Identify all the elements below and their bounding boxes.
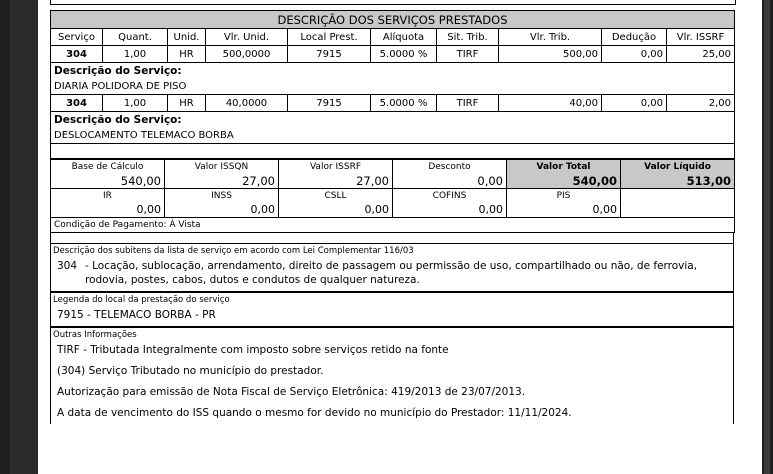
- cell-issrf: 2,00: [667, 95, 735, 112]
- cell-vlr-trib: 500,00: [499, 46, 602, 63]
- label-base-calculo: Base de Cálculo: [51, 160, 165, 174]
- cell-sit-trib: TIRF: [437, 46, 499, 63]
- info-line: Autorização para emissão de Nota Fiscal de Serviço Eletrônica: 419/2013 de 23/07/2013.: [57, 386, 526, 398]
- empty-cell: [621, 202, 735, 218]
- value-pis: 0,00: [507, 202, 621, 218]
- label-cofins: COFINS: [393, 189, 507, 203]
- value-valor-total: 540,00: [507, 173, 621, 189]
- taxes-labels-row: [51, 189, 735, 203]
- subitens-block: [50, 243, 734, 292]
- label-csll: CSLL: [279, 189, 393, 203]
- empty-cell: [621, 189, 735, 203]
- info-line: A data de vencimento do ISS quando o mesmo for devido no município do Prestador: 11/11/2024.: [57, 407, 572, 419]
- table-header-row: [51, 29, 735, 46]
- cell-servico: 304: [51, 95, 103, 112]
- service-description-label: Descrição do Serviço:: [51, 63, 735, 79]
- section-gap: [50, 233, 734, 243]
- value-valor-issrf: 27,00: [279, 173, 393, 189]
- cell-servico: 304: [51, 46, 103, 63]
- subitens-body: [51, 256, 733, 291]
- service-description: DIARIA POLIDORA DE PISO: [51, 78, 735, 95]
- legenda-title: Legenda do local da prestação do serviço: [53, 295, 230, 305]
- value-ir: 0,00: [51, 202, 165, 218]
- nfse-document: [50, 10, 734, 424]
- outras-informacoes-block: [50, 327, 734, 424]
- info-line: (304) Serviço Tributado no município do prestador.: [57, 365, 324, 377]
- cell-vlr-unid: 40,0000: [206, 95, 288, 112]
- header-sit-trib: Sit. Trib.: [437, 29, 499, 46]
- cell-sit-trib: TIRF: [437, 95, 499, 112]
- service-description-label: Descrição do Serviço:: [51, 112, 735, 128]
- totals-table: [50, 159, 735, 233]
- value-csll: 0,00: [279, 202, 393, 218]
- scrollbar-thumb[interactable]: [764, 0, 770, 474]
- payment-condition: Condição de Pagamento: À Vista: [51, 218, 735, 233]
- header-local-prest: Local Prest.: [288, 29, 371, 46]
- header-vlr-issrf: Vlr. ISSRF: [667, 29, 735, 46]
- header-vlr-unid: Vlr. Unid.: [206, 29, 288, 46]
- label-inss: INSS: [165, 189, 279, 203]
- subitens-title: Descrição dos subitens da lista de serviço em acordo com Lei Complementar 116/03: [53, 246, 414, 256]
- taxes-values-row: [51, 202, 735, 218]
- header-servico: Serviço: [51, 29, 103, 46]
- info-line: TIRF - Tributada Integralmente com imposto sobre serviços retido na fonte: [57, 344, 449, 356]
- section-title: DESCRIÇÃO DOS SERVIÇOS PRESTADOS: [51, 11, 735, 29]
- cell-unid: HR: [168, 95, 206, 112]
- totals-values-row: [51, 173, 735, 189]
- cell-vlr-trib: 40,00: [499, 95, 602, 112]
- cell-local: 7915: [288, 46, 371, 63]
- cell-unid: HR: [168, 46, 206, 63]
- table-row: [51, 46, 735, 63]
- header-aliquota: Alíquota: [371, 29, 437, 46]
- cell-issrf: 25,00: [667, 46, 735, 63]
- outras-title: Outras Informações: [53, 330, 137, 340]
- blank-row: [51, 144, 735, 159]
- label-valor-issrf: Valor ISSRF: [279, 160, 393, 174]
- value-base-calculo: 540,00: [51, 173, 165, 189]
- header-vlr-trib: Vlr. Trib.: [499, 29, 602, 46]
- label-valor-liquido: Valor Líquido: [621, 160, 735, 174]
- label-ir: IR: [51, 189, 165, 203]
- table-row: [51, 95, 735, 112]
- label-desconto: Desconto: [393, 160, 507, 174]
- document-page: [38, 0, 762, 474]
- value-inss: 0,00: [165, 202, 279, 218]
- left-viewer-border: [0, 0, 10, 474]
- cell-quant: 1,00: [103, 95, 168, 112]
- cell-aliquota: 5.0000 %: [371, 46, 437, 63]
- value-valor-issqn: 27,00: [165, 173, 279, 189]
- legenda-block: [50, 292, 734, 327]
- subitem-code: 304: [57, 260, 78, 272]
- header-unid: Unid.: [168, 29, 206, 46]
- cell-deducao: 0,00: [602, 46, 667, 63]
- label-valor-issqn: Valor ISSQN: [165, 160, 279, 174]
- header-quant: Quant.: [103, 29, 168, 46]
- subitem-text: - Locação, sublocação, arrendamento, direito de passagem ou permissão de uso, compartilhado ou não, de ferrovia, rodovia, postes, cabos, dutos e condutos de qualquer natureza.: [85, 260, 698, 286]
- service-description: DESLOCAMENTO TELEMACO BORBA: [51, 127, 735, 144]
- value-valor-liquido: 513,00: [621, 173, 735, 189]
- vertical-scrollbar[interactable]: [761, 0, 773, 474]
- value-desconto: 0,00: [393, 173, 507, 189]
- cell-vlr-unid: 500,0000: [206, 46, 288, 63]
- previous-section-bottom: [50, 0, 736, 5]
- label-pis: PIS: [507, 189, 621, 203]
- cell-local: 7915: [288, 95, 371, 112]
- cell-deducao: 0,00: [602, 95, 667, 112]
- totals-labels-row: [51, 160, 735, 174]
- legenda-text: 7915 - TELEMACO BORBA - PR: [57, 309, 216, 321]
- value-cofins: 0,00: [393, 202, 507, 218]
- label-valor-total: Valor Total: [507, 160, 621, 174]
- header-deducao: Dedução: [602, 29, 667, 46]
- services-table: [50, 10, 735, 159]
- cell-quant: 1,00: [103, 46, 168, 63]
- cell-aliquota: 5.0000 %: [371, 95, 437, 112]
